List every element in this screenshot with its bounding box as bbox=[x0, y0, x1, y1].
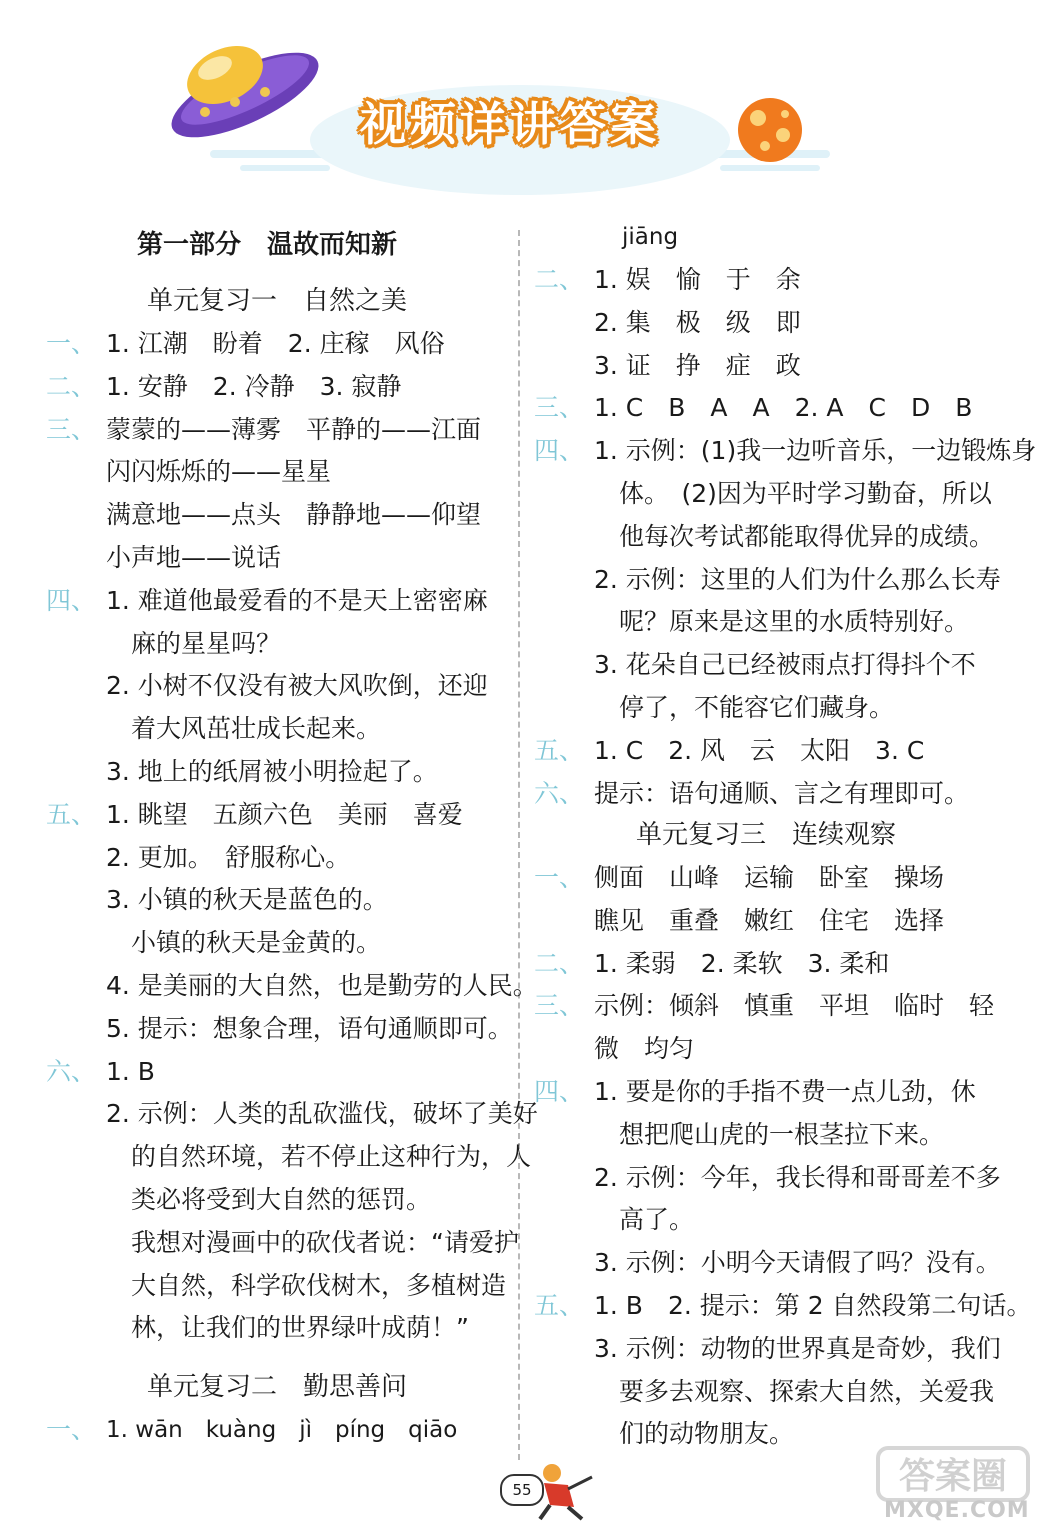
answer-line: 微 均匀 bbox=[594, 1034, 695, 1064]
answer-line: 1. C B A A 2. A C D B bbox=[594, 393, 973, 423]
answer-line: 3. 花朵自己已经被雨点打得抖个不 bbox=[594, 650, 976, 680]
ufo-icon bbox=[161, 35, 330, 155]
item-number: 三、 bbox=[534, 393, 585, 423]
item-number: 四、 bbox=[534, 1077, 585, 1106]
item-number: 五、 bbox=[534, 735, 585, 765]
answer-line: 1. B bbox=[106, 1056, 155, 1086]
answer-line: 类必将受到大自然的惩罚。 bbox=[106, 1185, 432, 1214]
answer-line: 1. 示例：(1)我一边听音乐，一边锻炼身 bbox=[594, 436, 1037, 466]
item-number: 二、 bbox=[534, 265, 585, 294]
answer-line: 瞧见 重叠 嫩红 住宅 选择 bbox=[594, 905, 945, 935]
answer-line: 示例：倾斜 慎重 平坦 临时 轻 bbox=[594, 991, 995, 1021]
answer-line: 2. 更加。 舒服称心。 bbox=[106, 842, 351, 872]
answer-line: 停了，不能容它们藏身。 bbox=[594, 693, 895, 722]
item-number: 二、 bbox=[534, 948, 585, 978]
answer-line: 们的动物朋友。 bbox=[594, 1419, 795, 1449]
answer-line: 大自然，科学砍伐树木，多植树造 bbox=[106, 1270, 507, 1300]
page-number: 55 bbox=[500, 1474, 544, 1506]
item-number: 五、 bbox=[46, 799, 97, 829]
part-title: 第一部分 温故而知新 bbox=[137, 230, 398, 260]
answer-line: 闪闪烁烁的——星星 bbox=[106, 457, 332, 487]
pinyin-top: jiāng bbox=[622, 224, 679, 250]
unit1-title: 单元复习一 自然之美 bbox=[147, 286, 408, 316]
item-number: 三、 bbox=[46, 414, 97, 444]
answer-line: 1. 江潮 盼着 2. 庄稼 风俗 bbox=[106, 329, 445, 358]
answer-line: 2. 示例：人类的乱砍滥伐，破坏了美好 bbox=[106, 1099, 538, 1129]
item-number: 一、 bbox=[46, 1415, 97, 1444]
planet-icon bbox=[738, 98, 802, 162]
answer-line: 2. 示例：这里的人们为什么那么长寿 bbox=[594, 564, 1001, 594]
item-number: 六、 bbox=[534, 778, 585, 808]
answer-line: 1. C 2. 风 云 太阳 3. C bbox=[594, 735, 925, 765]
left-last-num bbox=[46, 1409, 96, 1452]
item-number: 六、 bbox=[46, 1056, 97, 1086]
answer-line: 2. 小树不仅没有被大风吹倒，还迎 bbox=[106, 671, 488, 701]
item-number: 一、 bbox=[46, 329, 97, 358]
item-number: 五、 bbox=[534, 1291, 585, 1320]
answer-line: 想把爬山虎的一根茎拉下来。 bbox=[594, 1119, 945, 1149]
item-number: 三、 bbox=[534, 991, 585, 1021]
item-number: 四、 bbox=[46, 585, 97, 615]
answer-line: 着大风茁壮成长起来。 bbox=[106, 714, 382, 744]
answer-line: 满意地——点头 静静地——仰望 bbox=[106, 500, 482, 530]
answer-line: 3. 示例：动物的世界真是奇妙，我们 bbox=[594, 1333, 1001, 1363]
answer-line: 蒙蒙的——薄雾 平静的——江面 bbox=[106, 414, 482, 444]
answer-line: 4. 是美丽的大自然，也是勤劳的人民。 bbox=[106, 971, 538, 1000]
answer-line: 2. 示例：今年，我长得和哥哥差不多 bbox=[594, 1162, 1001, 1192]
answer-line: 他每次考试都能取得优异的成绩。 bbox=[594, 521, 995, 551]
item-number: 一、 bbox=[534, 863, 585, 892]
column-divider bbox=[518, 230, 520, 1460]
answer-line: 3. 地上的纸屑被小明捡起了。 bbox=[106, 757, 438, 786]
watermark-text: MXQE.COM bbox=[884, 1498, 1030, 1523]
answer-line: 1. 要是你的手指不费一点儿劲，休 bbox=[594, 1077, 976, 1106]
mascot-icon bbox=[530, 1455, 600, 1525]
answer-line: 要多去观察、探索大自然，关爱我 bbox=[594, 1376, 995, 1406]
answer-line: 小声地——说话 bbox=[106, 543, 282, 572]
answer-line: 3. 证 挣 症 政 bbox=[594, 350, 801, 380]
item-number: 二、 bbox=[46, 371, 97, 401]
answer-line: 1. 安静 2. 冷静 3. 寂静 bbox=[106, 371, 402, 401]
page-title: 视频详讲答案 bbox=[360, 97, 660, 151]
answer-line: 2. 集 极 级 即 bbox=[594, 307, 801, 337]
item-number: 四、 bbox=[534, 436, 585, 466]
answer-line: 高了。 bbox=[594, 1205, 695, 1235]
pinyin-line: 1. wān kuàng jì píng qiāo bbox=[106, 1417, 458, 1443]
answer-line: 提示：语句通顺、言之有理即可。 bbox=[594, 778, 970, 808]
answer-line: 1. 眺望 五颜六色 美丽 喜爱 bbox=[106, 799, 463, 829]
unit2-title: 单元复习二 勤思善问 bbox=[147, 1372, 408, 1402]
answer-line: 1. 柔弱 2. 柔软 3. 柔和 bbox=[594, 948, 890, 978]
answer-line: 1. 娱 愉 于 余 bbox=[594, 265, 801, 294]
answer-line: 3. 示例：小明今天请假了吗？没有。 bbox=[594, 1248, 1001, 1278]
answer-line: 小镇的秋天是金黄的。 bbox=[106, 928, 382, 958]
unit3-title: 单元复习三 连续观察 bbox=[636, 820, 897, 850]
answer-line: 我想对漫画中的砍伐者说：“请爱护 bbox=[106, 1227, 519, 1257]
svg-text:答案圈: 答案圈 bbox=[898, 1456, 1008, 1497]
answer-line: 呢？原来是这里的水质特别好。 bbox=[594, 607, 970, 637]
answer-line: 体。 (2)因为平时学习勤奋，所以 bbox=[594, 479, 992, 508]
answer-line: 麻的星星吗？ bbox=[106, 628, 282, 658]
answer-line: 1. 难道他最爱看的不是天上密密麻 bbox=[106, 585, 488, 615]
answer-line: 5. 提示：想象合理，语句通顺即可。 bbox=[106, 1013, 513, 1043]
header-banner bbox=[0, 0, 1049, 200]
answer-line: 林，让我们的世界绿叶成荫！” bbox=[106, 1313, 469, 1343]
answer-line: 1. B 2. 提示：第 2 自然段第二句话。 bbox=[594, 1291, 1032, 1320]
answer-line: 3. 小镇的秋天是蓝色的。 bbox=[106, 885, 388, 915]
answer-line: 的自然环境，若不停止这种行为，人 bbox=[106, 1142, 532, 1172]
answer-line: 侧面 山峰 运输 卧室 操场 bbox=[594, 863, 945, 892]
